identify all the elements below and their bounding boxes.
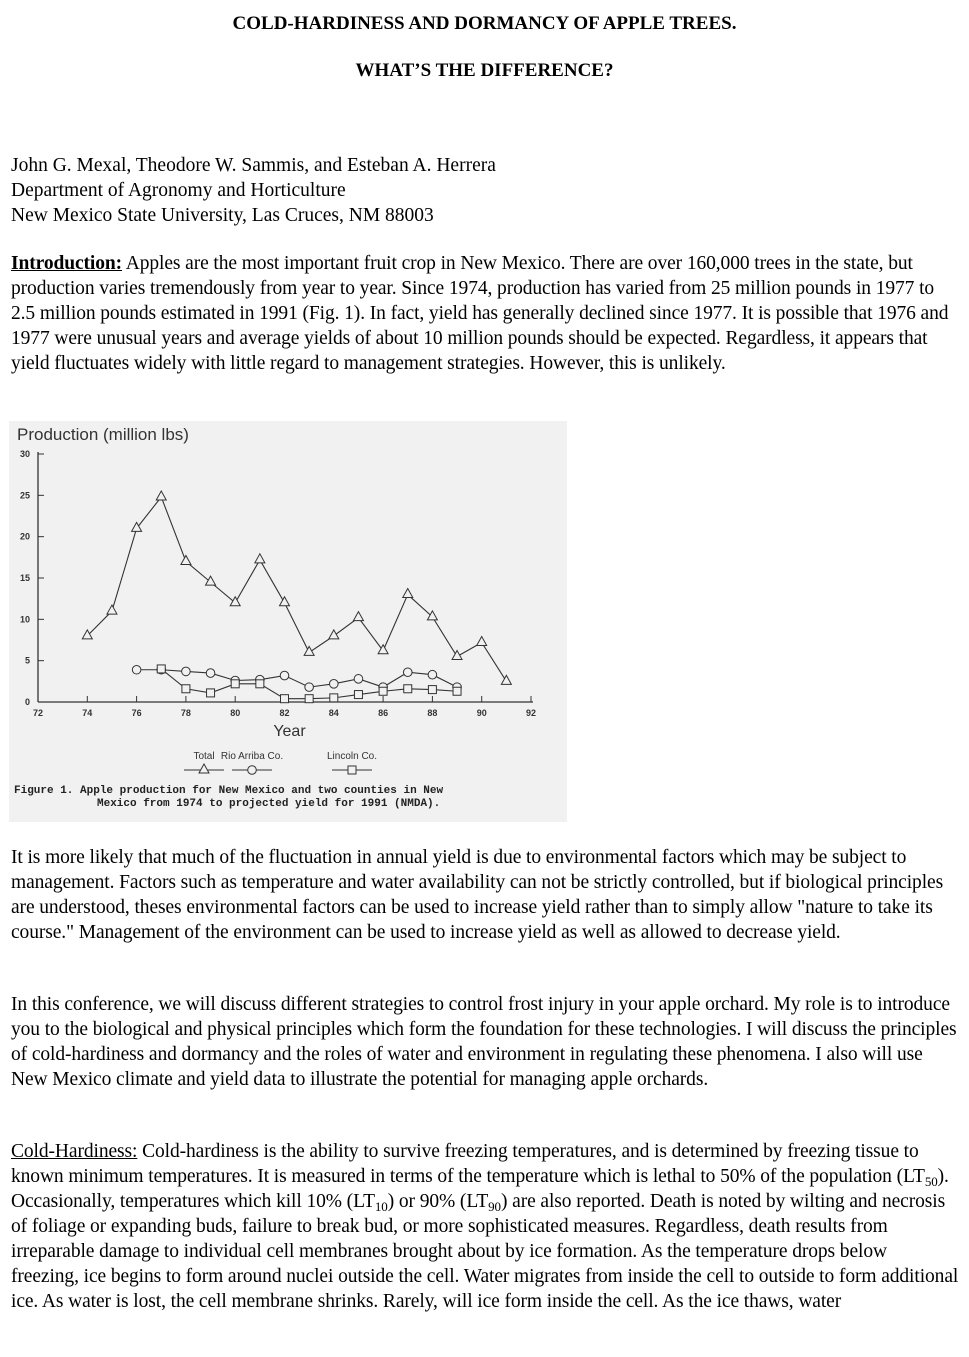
author-names: John G. Mexal, Theodore W. Sammis, and Esteban A. Herrera [11, 155, 496, 176]
lt10-subscript: 10 [374, 1199, 388, 1214]
author-block [11, 153, 496, 228]
data-point [256, 680, 264, 688]
lt50-subscript: 50 [924, 1174, 938, 1189]
y-tick-label: 20 [19, 531, 30, 542]
caption-line-2: Mexico from 1974 to projected yield for 1991 (NMDA). [97, 798, 441, 810]
data-point [280, 597, 290, 606]
y-tick-label: 5 [24, 655, 30, 666]
data-point [353, 612, 363, 621]
x-tick-label: 76 [131, 708, 142, 718]
data-point [206, 669, 215, 678]
data-point [404, 685, 412, 693]
y-tick-label: 0 [24, 697, 30, 707]
data-point [230, 597, 240, 606]
cold-hardiness-text-2: ). Occasionally, temperatures which kill 10% (LT [11, 1166, 949, 1212]
data-point [156, 491, 166, 500]
x-tick-label: 74 [82, 708, 93, 718]
page-subtitle: WHAT’S THE DIFFERENCE? [355, 60, 614, 81]
data-point [255, 554, 265, 563]
data-point [281, 695, 289, 703]
intro-paragraph [11, 251, 959, 376]
chart-title: Production (million lbs) [17, 425, 189, 444]
caption-line-1: Figure 1. Apple production for New Mexico and two counties in New [14, 785, 444, 797]
x-tick-label: 88 [427, 708, 438, 718]
legend-marker [248, 766, 257, 775]
data-point [305, 695, 313, 703]
data-point [427, 611, 437, 620]
paragraph-3: In this conference, we will discuss different strategies to control frost injury in your apple orchard. My role is to introduce you to the biological and physical principles which form the foundation for these technologies. I will discuss the principles of cold-hardiness and dormancy and the roles of water and environment in regulating these phenomena. I also will use New Mexico climate and yield data to illustrate the potential for managing apple orchards. [11, 994, 957, 1090]
y-tick-label: 10 [19, 614, 30, 625]
figure-1 [9, 421, 567, 822]
x-tick-label: 84 [328, 708, 339, 718]
data-point [428, 670, 437, 679]
data-point [157, 665, 165, 673]
x-tick-label: 82 [279, 708, 290, 718]
data-point [206, 576, 216, 585]
data-point [354, 691, 362, 699]
lt90-subscript: 90 [488, 1199, 501, 1214]
author-department: Department of Agronomy and Horticulture [11, 180, 346, 201]
data-point [403, 589, 413, 598]
data-point [182, 667, 191, 676]
data-point [379, 687, 387, 695]
cold-hardiness-paragraph [11, 1139, 959, 1314]
x-tick-label: 78 [180, 708, 191, 718]
page-title: COLD-HARDINESS AND DORMANCY OF APPLE TREES. [232, 13, 737, 34]
data-point [330, 680, 339, 689]
data-point [329, 630, 339, 639]
cold-hardiness-heading: Cold-Hardiness: [11, 1141, 138, 1162]
series-line-1 [87, 497, 506, 681]
y-tick-label: 30 [19, 449, 30, 459]
data-point [231, 680, 239, 688]
data-point [280, 671, 289, 680]
data-point [477, 636, 487, 645]
author-institution: New Mexico State University, Las Cruces, NM 88003 [11, 205, 434, 226]
production-chart [9, 421, 567, 783]
data-point [207, 689, 215, 697]
data-point [181, 555, 191, 564]
y-tick-label: 15 [19, 573, 30, 583]
legend-marker [348, 766, 356, 774]
paragraph-2: It is more likely that much of the fluctuation in annual yield is due to environmental factors which may be subject to management. Factors such as temperature and water availability can not be strictly controlled, but if biological principles are understood, theses environmental factors can be used to increase yield rather than to simply allow "nature to take its course." Management of the environment can be used to increase yield as well as allowed to decrease yield. [11, 847, 944, 943]
intro-heading: Introduction: [11, 253, 123, 274]
cold-hardiness-text-4: ) are also reported. Death is noted by wilting and necrosis of foliage or expanding buds, failure to break bud, or more sophisticated measures. Regardless, death results from irreparable damage to individual cell membranes brought about by ice formation. As the temperature drops below freezing, ice begins to form around nuclei outside the cell. Water migrates from inside the cell to outside to form additional ice. As water is lost, the cell membrane shrinks. Rarely, will ice form inside the cell. As the ice thaws, water [11, 1191, 959, 1312]
data-point [330, 694, 338, 702]
data-point [182, 685, 190, 693]
data-point [107, 605, 117, 614]
x-axis-label: Year [273, 723, 306, 740]
legend-label: Lincoln Co. [326, 751, 378, 762]
x-tick-label: 86 [378, 708, 389, 718]
data-point [304, 646, 314, 655]
figure-caption [14, 785, 564, 811]
cold-hardiness-text-1: Cold-hardiness is the ability to survive freezing temperatures, and is determined by freezing tissue to known minimum temperatures. It is measured in terms of the temperature which is lethal to 50% of the population (LT [11, 1141, 925, 1187]
legend-label: Total [193, 751, 215, 762]
x-tick-label: 72 [32, 708, 44, 718]
data-point [403, 668, 412, 677]
data-point [453, 687, 461, 695]
legend-marker [199, 764, 209, 773]
x-tick-label: 92 [525, 708, 537, 718]
data-point [82, 630, 92, 639]
legend-label: Rio Arriba Co. [220, 751, 284, 762]
data-point [354, 675, 363, 684]
x-tick-label: 80 [230, 708, 241, 718]
intro-text: Apples are the most important fruit crop in New Mexico. There are over 160,000 trees in the state, but production varies tremendously from year to year. Since 1974, production has varied from 25 million pounds in 1977 to 2.5 million pounds estimated in 1991 (Fig. 1). In fact, yield has generally declined since 1977. It is possible that 1976 and 1977 were unusual years and average yields of about 10 million pounds should be expected. Regardless, it appears that yield fluctuates widely with little regard to management strategies. However, this is unlikely. [11, 253, 949, 374]
y-tick-label: 25 [19, 490, 30, 501]
data-point [428, 686, 436, 694]
data-point [305, 683, 314, 692]
data-point [132, 665, 141, 674]
x-tick-label: 90 [476, 708, 487, 718]
cold-hardiness-text-3: ) or 90% (LT [387, 1191, 489, 1212]
